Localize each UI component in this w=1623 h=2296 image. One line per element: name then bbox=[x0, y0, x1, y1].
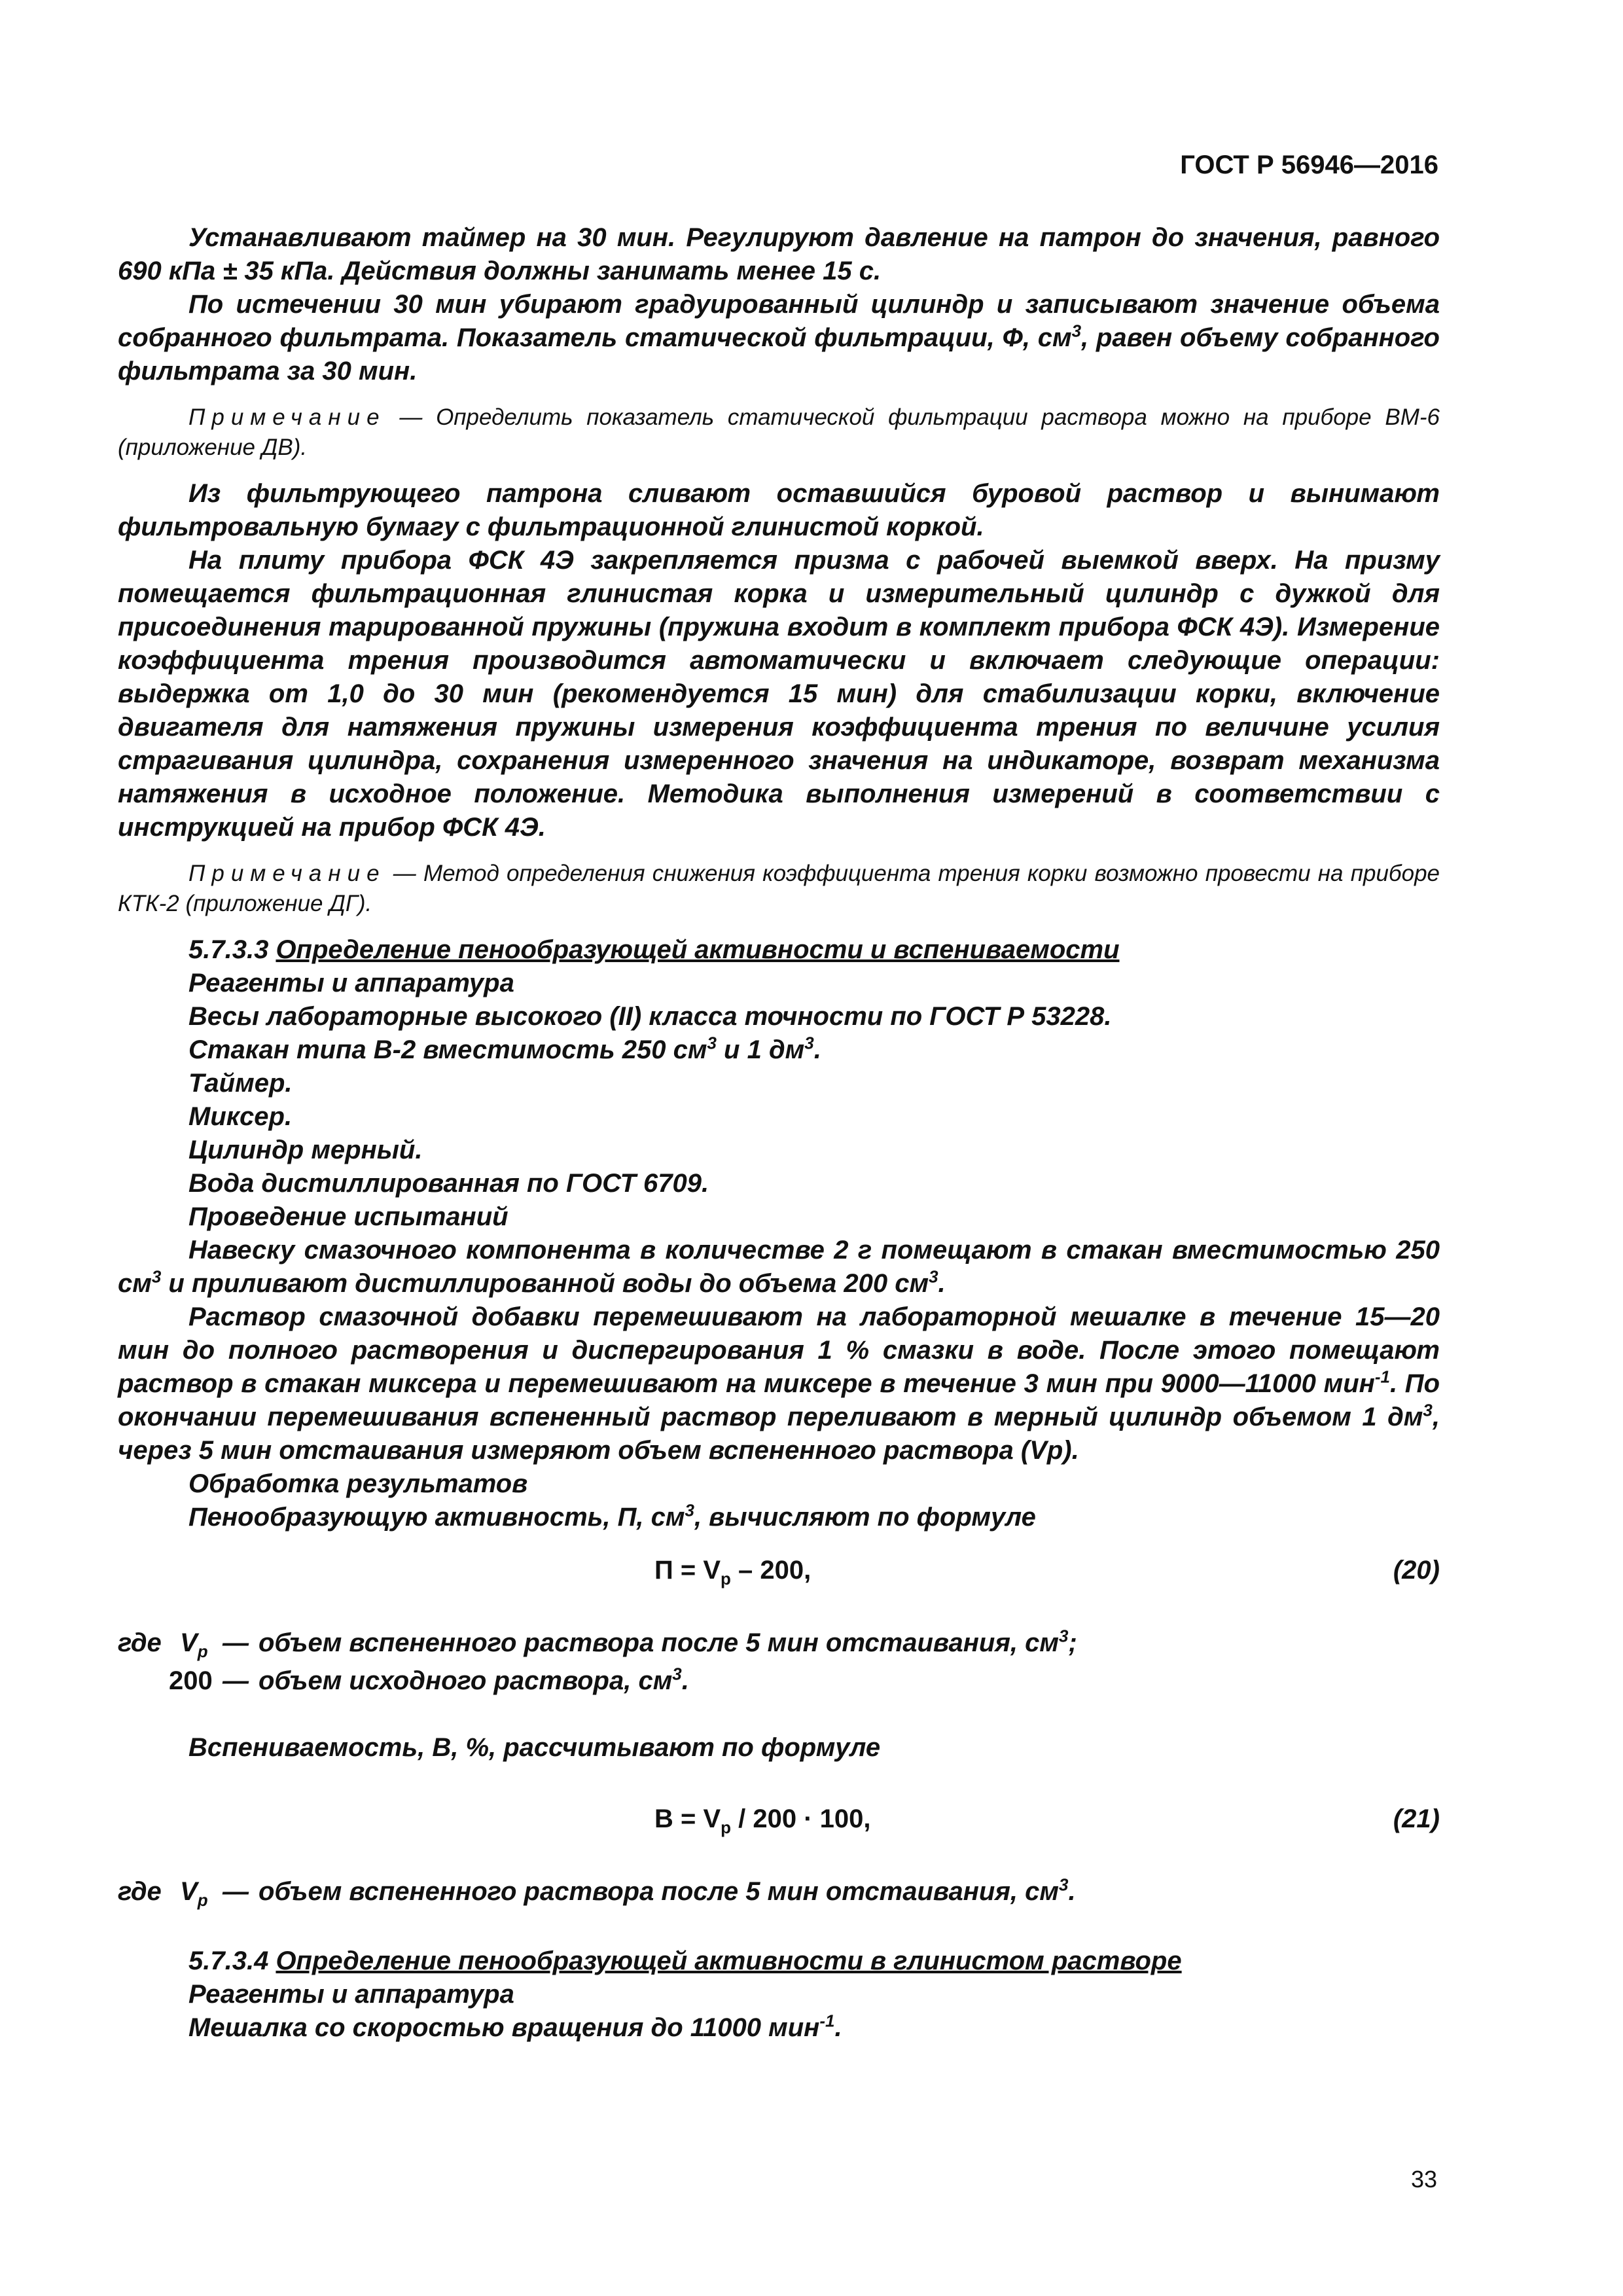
list-item-timer: Таймер. bbox=[188, 1069, 293, 1098]
legend-row-vp: где $V_р$ — объем вспененного раствора после 5 мин отстаивания, $см^3$; bbox=[118, 1626, 1077, 1661]
list-item-water: Вода дистиллированная по ГОСТ 6709. bbox=[188, 1169, 709, 1198]
subheading-testing: Проведение испытаний bbox=[188, 1202, 508, 1231]
paragraph-fsk4e: На плиту прибора ФСК 4Э закрепляется призма с рабочей выемкой вверх. На призму помещается фильтрационная глинистая корка и измерительный цилиндр с дужкой для присоединения тарированной пружины (пружина входит в комплект прибора ФСК 4Э). Измерение коэффициента трения производится автоматически и включает следующие операции: выдержка от 1,0 до 30 мин (рекомендуется 15 мин) для стабилизации корки, включение двигателя для натяжения пружины измерения коэффициента трения по величине усилия страгивания цилиндра, сохранения измеренного значения на индикаторе, возврат механизма натяжения в исходное положение. Методика выполнения измерений в соответствии с инструкцией на прибор ФСК 4Э. bbox=[118, 546, 1440, 842]
list-item-scales: Весы лабораторные высокого (II) класса точности по ГОСТ Р 53228. bbox=[188, 1002, 1112, 1031]
paragraph-drain: Из фильтрующего патрона сливают оставшийся буровой раствор и вынимают фильтровальную бумагу с фильтрационной глинистой коркой. bbox=[118, 479, 1440, 541]
page-number: 33 bbox=[1410, 2166, 1437, 2193]
formula-21 bbox=[118, 1803, 1440, 1836]
subheading-reagents-2: Реагенты и аппаратура bbox=[188, 1980, 514, 2009]
paragraph-mixing: Раствор смазочной добавки перемешивают на лабораторной мешалке в течение 15—20 мин до полного растворения и диспергирования 1 % смазки в воде. После этого помещают раствор в стакан миксера и перемешивают на миксере в течение 3 мин при 9000—11000 мин$^{-1}$. По окончании перемешивания вспененный раствор переливают в мерный цилиндр объемом 1 $дм^3$, через 5 мин отстаивания измеряют объем вспененного раствора (Vр). bbox=[118, 1302, 1440, 1465]
formula-20 bbox=[118, 1554, 1440, 1587]
legend-row-200: 200 — объем исходного раствора, $см^3$. bbox=[169, 1664, 689, 1695]
list-item-mixer: Миксер. bbox=[188, 1102, 293, 1131]
formula-20-expression: $П = V_р - 200$, bbox=[654, 1556, 812, 1588]
paragraph-filtrate: По истечении 30 мин убирают градуированный цилиндр и записывают значение объема собранного фильтрата. Показатель статической фильтрации, Ф, $см^3$, равен объему собранного фильтрата за 30 мин. bbox=[118, 290, 1440, 386]
note-vm6: Примечание — Определить показатель статической фильтрации раствора можно на приборе ВМ-6 (приложение ДВ). bbox=[118, 404, 1440, 460]
subheading-reagents: Реагенты и аппаратура bbox=[188, 969, 514, 997]
list-item-cylinder: Цилиндр мерный. bbox=[188, 1136, 423, 1164]
legend-row-vp-2: где $V_р$ — объем вспененного раствора после 5 мин отстаивания, $см^3$. bbox=[118, 1874, 1076, 1910]
formula-20-number: (20) bbox=[1393, 1556, 1440, 1585]
paragraph-timer: Устанавливают таймер на 30 мин. Регулируют давление на патрон до значения, равного 690 кПа ± 35 кПа. Действия должны занимать менее 15 с. bbox=[118, 223, 1440, 285]
formula-21-legend bbox=[118, 1875, 1440, 1913]
formula-20-legend bbox=[118, 1626, 1440, 1702]
paragraph-foamability-formula-intro: Вспениваемость, В, %, рассчитывают по формуле bbox=[188, 1733, 881, 1762]
paragraph-sample: Навеску смазочного компонента в количестве 2 г помещают в стакан вместимостью 250 $см^3$ и приливают дистиллированной воды до объема 200 $см^3$. bbox=[118, 1236, 1440, 1298]
formula-21-number: (21) bbox=[1393, 1804, 1440, 1833]
subheading-results: Обработка результатов bbox=[188, 1469, 528, 1498]
note-ktk2: Примечание — Метод определения снижения коэффициента трения корки возможно провести на приборе КТК-2 (приложение ДГ). bbox=[118, 861, 1440, 916]
paragraph-foaming-formula-intro: Пенообразующую активность, П, $см^3$, вычисляют по формуле bbox=[188, 1500, 1036, 1532]
section-5-7-3-4-heading: 5.7.3.4 Определение пенообразующей активности в глинистом растворе bbox=[188, 1946, 1182, 1975]
list-item-glass: Стакан типа В-2 вместимость 250 $см^3$ и 1 $дм^3$. bbox=[188, 1033, 821, 1064]
formula-21-expression: $В = V_р / 200 \cdot 100$, bbox=[654, 1804, 871, 1837]
section-5-7-3-3-heading: 5.7.3.3 Определение пенообразующей активности и вспениваемости bbox=[188, 935, 1120, 964]
document-code-header: ГОСТ Р 56946—2016 bbox=[1180, 151, 1438, 179]
page-content bbox=[118, 221, 1440, 2045]
list-item-stirrer: Мешалка со скоростью вращения до 11000 мин$^{-1}$. bbox=[188, 2011, 842, 2042]
